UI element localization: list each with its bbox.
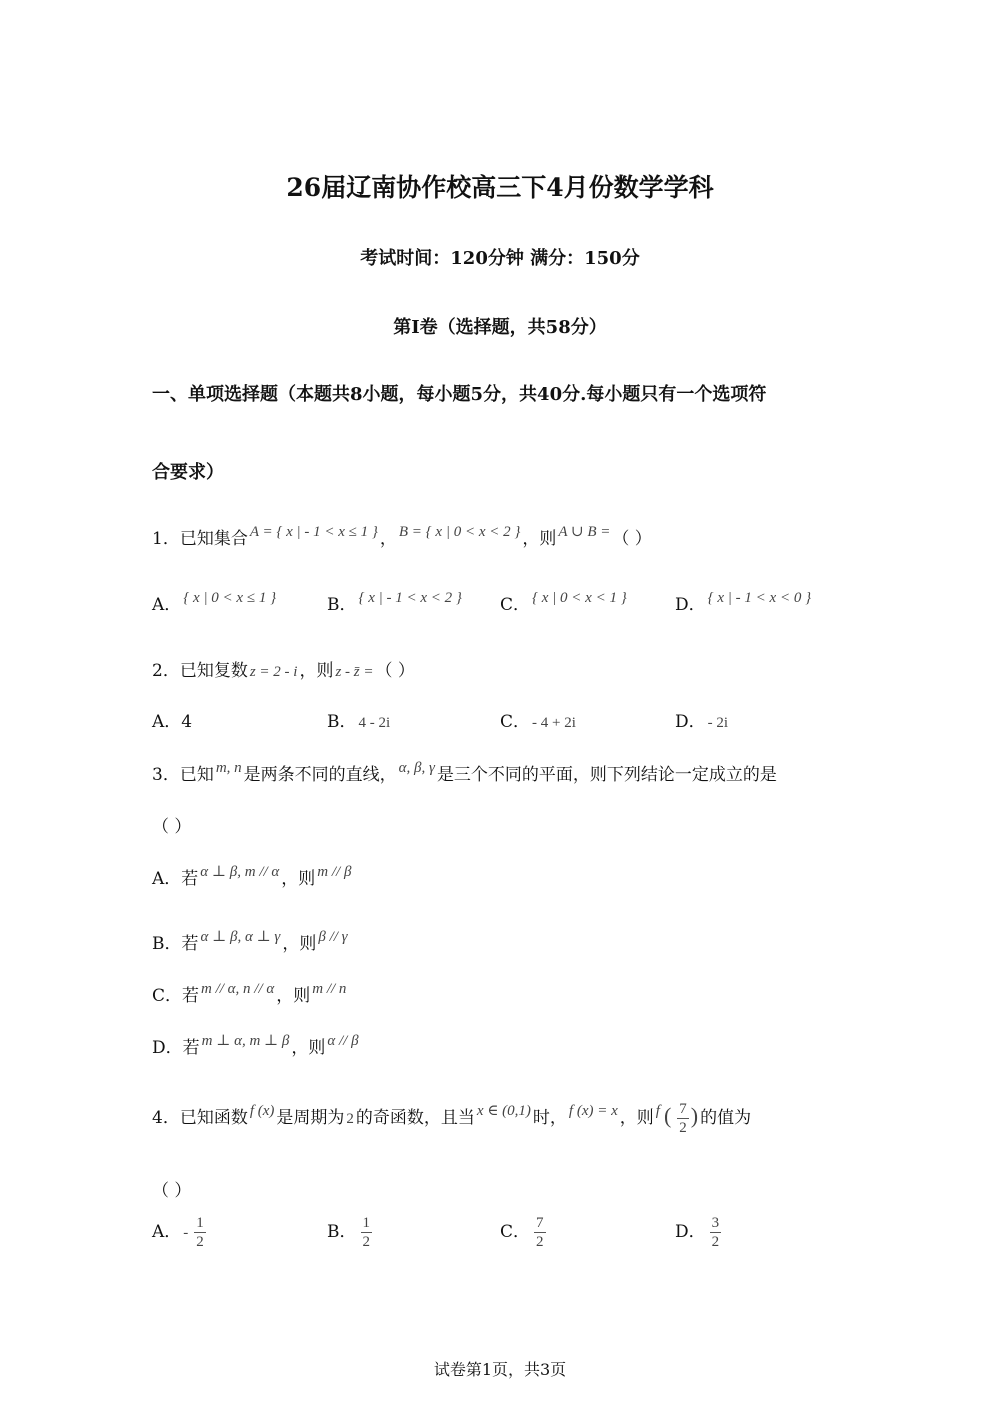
planes-formula: α, β, γ [398, 760, 435, 776]
question-2-stem: 2．已知复数 [152, 661, 248, 681]
lines-formula: m, n [215, 760, 242, 776]
question-4-stem: 4．已知函数 [152, 1108, 248, 1128]
stem-text: 的值为 [700, 1108, 752, 1128]
section-heading-line1: 一、单项选择题（本题共8小题，每小题5分，共40分.每小题只有一个选项符 [152, 384, 767, 405]
q1-option-d: D． { x | - 1 < x < 0 } [675, 590, 812, 615]
fraction-argument: $\frac{7}{2}$ [679, 1101, 687, 1136]
q1-option-b: B． { x | - 1 < x < 2 } [327, 590, 462, 615]
page-title: 26届辽南协作校高三下4月份数学学科 [286, 173, 714, 202]
period-value: 2 [346, 1111, 354, 1127]
q2-option-b: B． 4 - 2i [327, 712, 391, 732]
union-formula: A ∪ B = [558, 524, 611, 540]
then-text: ，则 [299, 661, 334, 681]
question-3-stem: 3．已知 [152, 765, 214, 785]
q4-option-d: D． $\frac{3}{2}$ [675, 1215, 720, 1250]
stem-text: 是三个不同的平面，则下列结论一定成立的是 [436, 765, 777, 785]
exam-info: 考试时间：120分钟 满分：150分 [360, 248, 640, 269]
answer-paren: （ ） [612, 529, 652, 549]
function-def-formula: f (x) = x [568, 1103, 618, 1119]
stem-text: 是两条不同的直线， [243, 765, 397, 785]
q3-option-b: B．若 α ⊥ β, α ⊥ γ ，则 β // γ [152, 929, 348, 954]
function-formula: f (x) [249, 1103, 275, 1119]
q3-option-d: D．若 m ⊥ α, m ⊥ β ，则 α // β [152, 1033, 359, 1058]
domain-formula: x ∈ (0,1) [476, 1103, 531, 1119]
q4-option-b: B． $\frac{1}{2}$ [327, 1215, 370, 1250]
q3-option-a: A．若 α ⊥ β, m // α ，则 m // β [152, 864, 352, 889]
q1-option-a: A． { x | 0 < x ≤ 1 } [152, 590, 277, 615]
answer-paren: （ ） [152, 817, 192, 837]
conjugate-formula: z - z̄ = [335, 664, 374, 680]
q3-option-c: C．若 m // α, n // α ，则 m // n [152, 981, 347, 1006]
question-3 [152, 760, 777, 785]
complex-def-formula: z = 2 - i [249, 664, 298, 680]
q2-option-d: D． - 2i [675, 712, 729, 732]
q4-option-a: A． - $\frac{1}{2}$ [152, 1215, 204, 1250]
question-1-stem: 1．已知集合 [152, 529, 248, 549]
q1-option-c: C． { x | 0 < x < 1 } [500, 590, 627, 615]
stem-text: 是周期为 [276, 1108, 345, 1128]
part-title: 第I卷（选择题，共58分） [393, 317, 607, 338]
section-heading-line2: 合要求） [152, 462, 224, 483]
then-text: ，则 [522, 529, 557, 549]
q2-option-c: C． - 4 + 2i [500, 712, 576, 732]
then-text: ，则 [619, 1108, 654, 1128]
question-4: 4．已知函数 f (x) 是周期为 2 的奇函数，且当 x ∈ (0,1) 时， f (x) = x ，则 f ( $\frac{7}{2}$ ) 的值为 [152, 1101, 752, 1136]
q2-option-a: A．4 [152, 712, 193, 732]
stem-text: 时， [532, 1108, 567, 1128]
q4-option-c: C． $\frac{7}{2}$ [500, 1215, 544, 1250]
question-1 [152, 524, 652, 549]
function-name: f [655, 1103, 660, 1119]
answer-paren: （ ） [152, 1181, 192, 1201]
separator: ， [379, 529, 397, 549]
set-b-formula: B = { x | 0 < x < 2 } [398, 524, 521, 540]
set-a-formula: A = { x | - 1 < x ≤ 1 } [249, 524, 378, 540]
question-2 [152, 656, 415, 681]
stem-text: 的奇函数，且当 [355, 1108, 475, 1128]
page-footer: 试卷第1页，共3页 [433, 1360, 567, 1379]
answer-paren: （ ） [375, 661, 415, 681]
